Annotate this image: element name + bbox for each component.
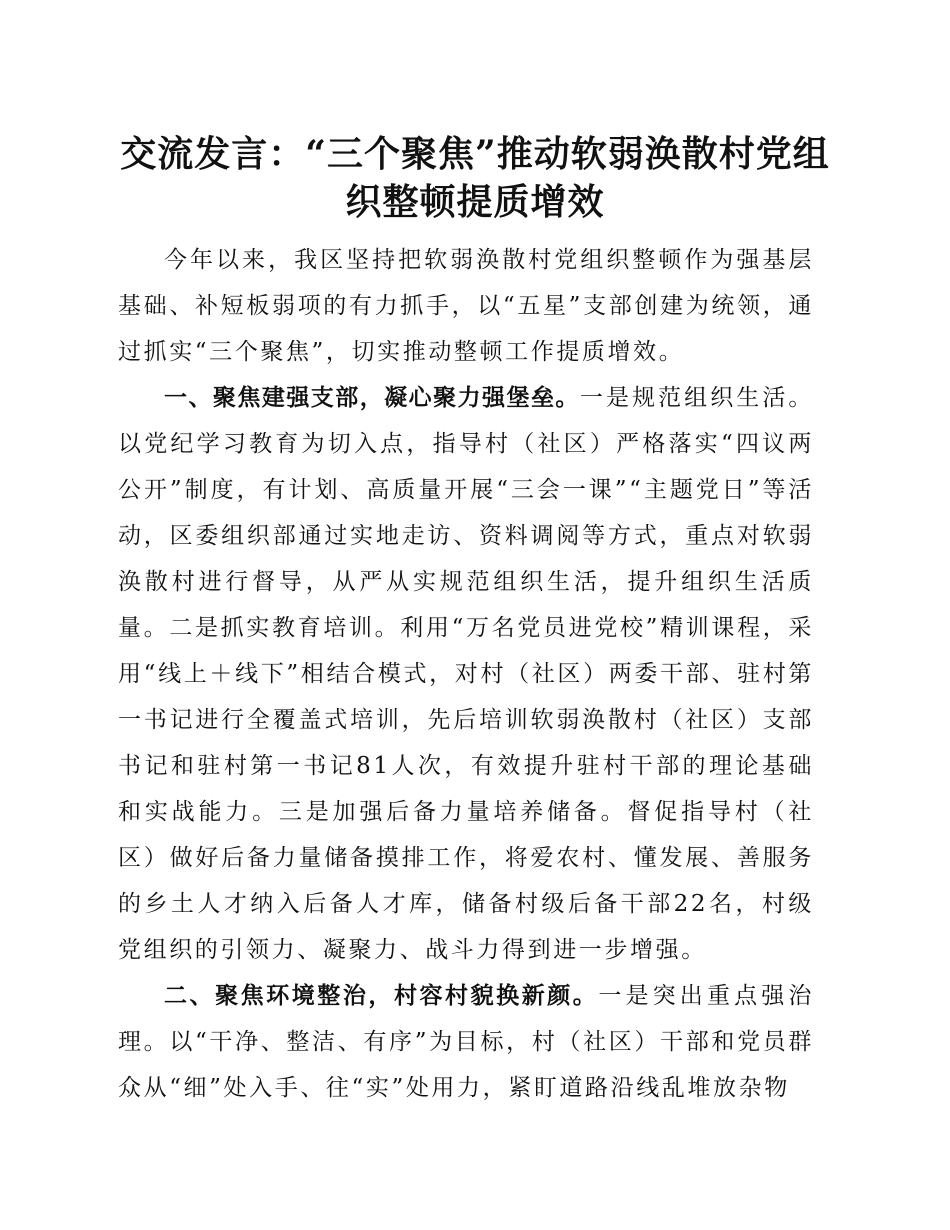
section-text-1: 一是规范组织生活。以党纪学习教育为切入点，指导村（社区）严格落实“四议两公开”制度，有计划、高质量开展“三会一课”“主题党日”等活动，区委组织部通过实地走访、资料调阅等方式，重点对软弱涣散村进行督导，从严从实规范组织生活，提升组织生活质量。二是抓实教育培训。利用“万名党员进党校”精训课程，采用“线上＋线下”相结合模式，对村（社区）两委干部、驻村第一书记进行全覆盖式培训，先后培训软弱涣散村（社区）支部书记和驻村第一书记81人次，有效提升驻村干部的理论基础和实战能力。三是加强后备力量培养储备。督促指导村（社区）做好后备力量储备摸排工作，将爱农村、懂发展、善服务的乡土人才纳入后备人才库，储备村级后备干部22名，村级党组织的引领力、凝聚力、战斗力得到进一步增强。 [118, 385, 815, 963]
section-paragraph-2 [118, 973, 814, 1111]
section-text-2: 一是突出重点强治理。以“干净、整洁、有序”为目标，村（社区）干部和党员群众从“细”处入手、往“实”处用力，紧盯道路沿线乱堆放杂物 [118, 983, 814, 1101]
document-title: 交流发言：“三个聚焦”推动软弱涣散村党组织整顿提质增效 [120, 133, 830, 223]
intro-paragraph: 今年以来，我区坚持把软弱涣散村党组织整顿作为强基层基础、补短板弱项的有力抓手，以“五星”支部创建为统领，通过抓实“三个聚焦”，切实推动整顿工作提质增效。 [118, 247, 814, 365]
section-heading-1: 一、聚焦建强支部，凝心聚力强堡垒。 [164, 385, 580, 411]
document-body [118, 237, 814, 1111]
section-paragraph-1 [118, 375, 814, 973]
section-heading-2: 二、聚焦环境整治，村容村貌换新颜。 [164, 983, 599, 1009]
